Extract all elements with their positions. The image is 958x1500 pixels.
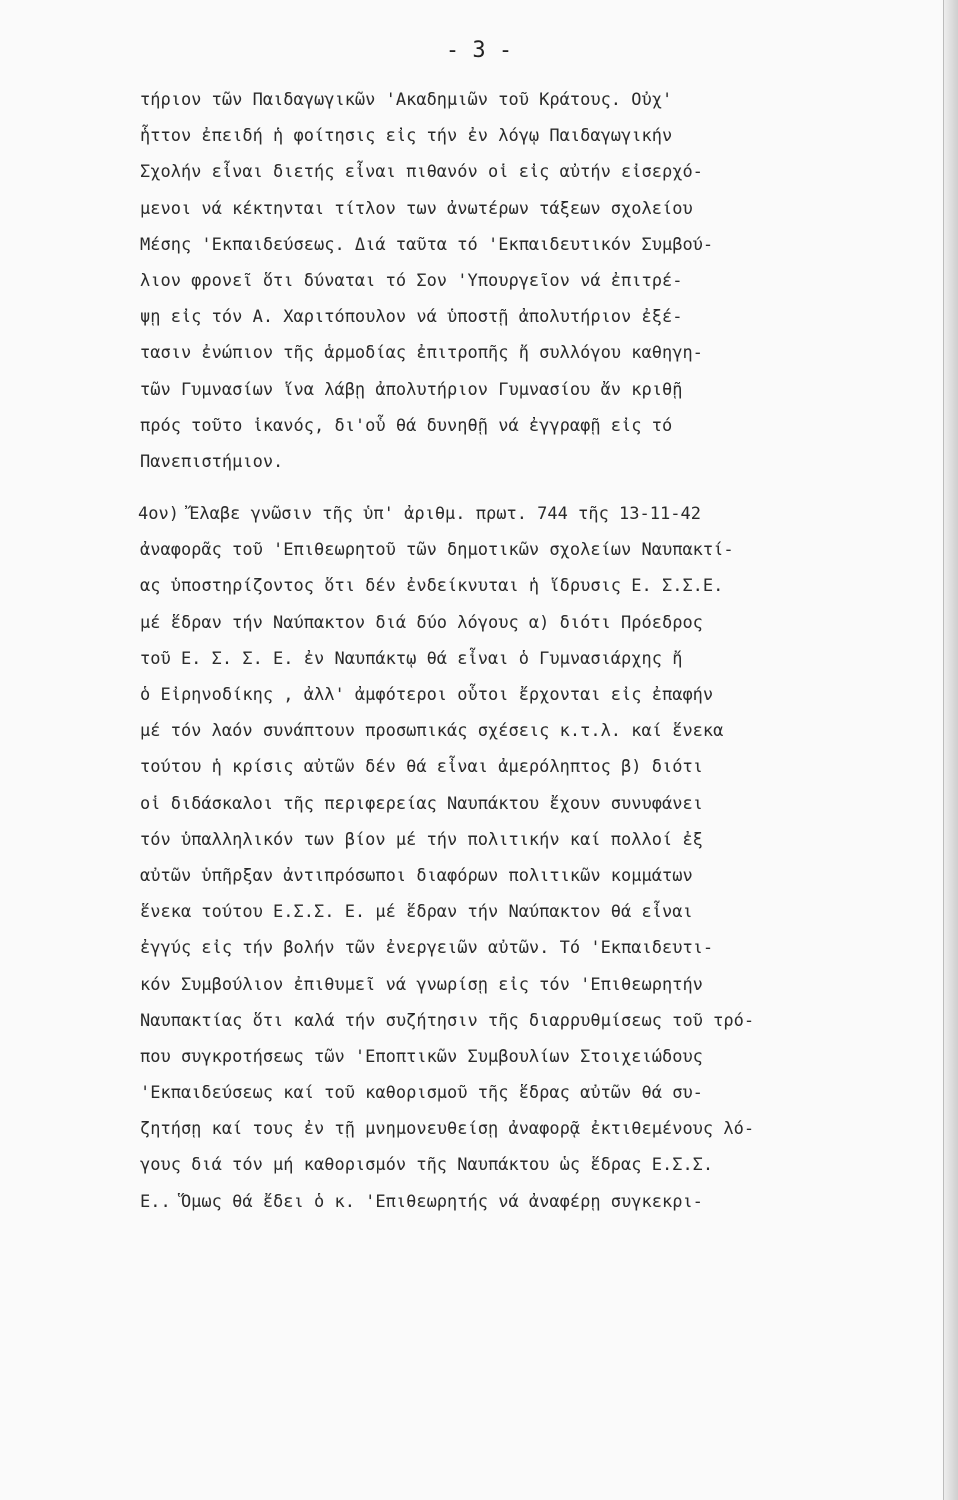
text-line: Ε.. Ὅμως θά ἔδει ὁ κ. 'Επιθεωρητής νά ἀναφέρῃ συγκεκρι- — [140, 1191, 703, 1212]
text-line: Μέσης 'Εκπαιδεύσεως. Διά ταῦτα τό 'Εκπαιδευτικόν Συμβού- — [140, 234, 714, 255]
page-number: - 3 - — [445, 38, 513, 63]
text-line: ὁ Εἰρηνοδίκης , ἀλλ' ἀμφότεροι οὗτοι ἔρχονται εἰς ἐπαφήν — [140, 685, 714, 705]
text-line: που συγκροτήσεως τῶν 'Εποπτικῶν Συμβουλίων Στοιχειώδους — [140, 1046, 703, 1067]
text-line: τήριον τῶν Παιδαγωγικῶν 'Ακαδημιῶν τοῦ Κράτους. Οὐχ' — [140, 90, 673, 110]
text-line: τῶν Γυμνασίων ἵνα λάβῃ ἀπολυτήριον Γυμνασίου ἄν κριθῇ — [140, 379, 683, 400]
text-line: τοῦ Ε. Σ. Σ. Ε. ἐν Ναυπάκτῳ θά εἶναι ὁ Γυμνασιάρχης ἤ — [140, 648, 683, 669]
text-line: ζητήσῃ καί τους ἐν τῇ μνημονευθείσῃ ἀναφορᾷ ἐκτιθεμένους λό- — [140, 1119, 755, 1140]
text-line: αὐτῶν ὑπῆρξαν ἀντιπρόσωποι διαφόρων πολιτικῶν κομμάτων — [140, 865, 693, 886]
text-line: ας ὑποστηρίζοντος ὅτι δέν ἐνδείκνυται ἡ ἵδρυσις Ε. Σ.Σ.Ε. — [140, 576, 724, 597]
text-line: ἐγγύς εἰς τήν βολήν τῶν ἐνεργειῶν αὐτῶν. Τό 'Εκπαιδευτι- — [140, 938, 714, 959]
text-line: Πανεπιστήμιον. — [140, 451, 284, 472]
text-line: μέ ἕδραν τήν Ναύπακτον διά δύο λόγους α) διότι Πρόεδρος — [140, 612, 703, 633]
paragraph-continuation — [140, 82, 915, 480]
item-first-line — [138, 496, 915, 532]
page-edge-shadow — [944, 0, 958, 1500]
text-line: μέ τόν λαόν συνάπτουν προσωπικάς σχέσεις κ.τ.λ. καί ἕνεκα — [140, 721, 724, 742]
text-line: ἧττον ἐπειδή ἡ φοίτησις εἰς τήν ἐν λόγῳ Παιδαγωγικήν — [140, 126, 673, 147]
text-line: γους διά τόν μή καθορισμόν τῆς Ναυπάκτου ὡς ἕδρας Ε.Σ.Σ. — [140, 1155, 714, 1176]
text-line: κόν Συμβούλιον ἐπιθυμεῖ νά γνωρίσῃ εἰς τόν 'Επιθεωρητήν — [140, 974, 703, 995]
text-line: ψῃ εἰς τόν Α. Χαριτόπουλον νά ὑποστῇ ἀπολυτήριον ἐξέ- — [140, 307, 683, 328]
text-line: τόν ὑπαλληλικόν των βίον μέ τήν πολιτικήν καί πολλοί ἐξ — [140, 829, 703, 850]
item-4 — [140, 496, 915, 1220]
text-line: τασιν ἐνώπιον τῆς ἁρμοδίας ἐπιτροπῆς ἤ συλλόγου καθηγη- — [140, 343, 703, 364]
item-label: 4ον) — [138, 504, 179, 525]
text-line: λιον φρονεῖ ὅτι δύναται τό Σον 'Υπουργεῖον νά ἐπιτρέ- — [140, 270, 683, 291]
paragraph-gap — [140, 480, 915, 496]
text-line: Ναυπακτίας ὅτι καλά τήν συζήτησιν τῆς διαρρυθμίσεως τοῦ τρό- — [140, 1010, 755, 1031]
text-line: ἀναφορᾶς τοῦ 'Επιθεωρητοῦ τῶν δημοτικῶν σχολείων Ναυπακτί- — [140, 540, 734, 561]
text-line: τούτου ἡ κρίσις αὐτῶν δέν θά εἶναι ἀμερόληπτος β) διότι — [140, 757, 703, 778]
text-line: οἱ διδάσκαλοι τῆς περιφερείας Ναυπάκτου ἔχουν συνυφάνει — [140, 793, 703, 814]
item-text: Ἔλαβε γνῶσιν τῆς ὑπ' ἀριθμ. πρωτ. 744 τῆς 13-11-42 — [178, 504, 701, 525]
text-line: 'Εκπαιδεύσεως καί τοῦ καθορισμοῦ τῆς ἕδρας αὐτῶν θά συ- — [140, 1083, 703, 1104]
body-text — [140, 82, 915, 1220]
text-line: μενοι νά κέκτηνται τίτλον των ἀνωτέρων τάξεων σχολείου — [140, 198, 693, 219]
text-line: πρός τοῦτο ἱκανός, δι'οὗ θά δυνηθῇ νά ἐγγραφῇ εἰς τό — [140, 415, 673, 436]
text-line: ἕνεκα τούτου Ε.Σ.Σ. Ε. μέ ἕδραν τήν Ναύπακτον θά εἶναι — [140, 902, 693, 923]
text-line: Σχολήν εἶναι διετής εἶναι πιθανόν οἱ εἰς αὐτήν εἰσερχό- — [140, 162, 703, 183]
